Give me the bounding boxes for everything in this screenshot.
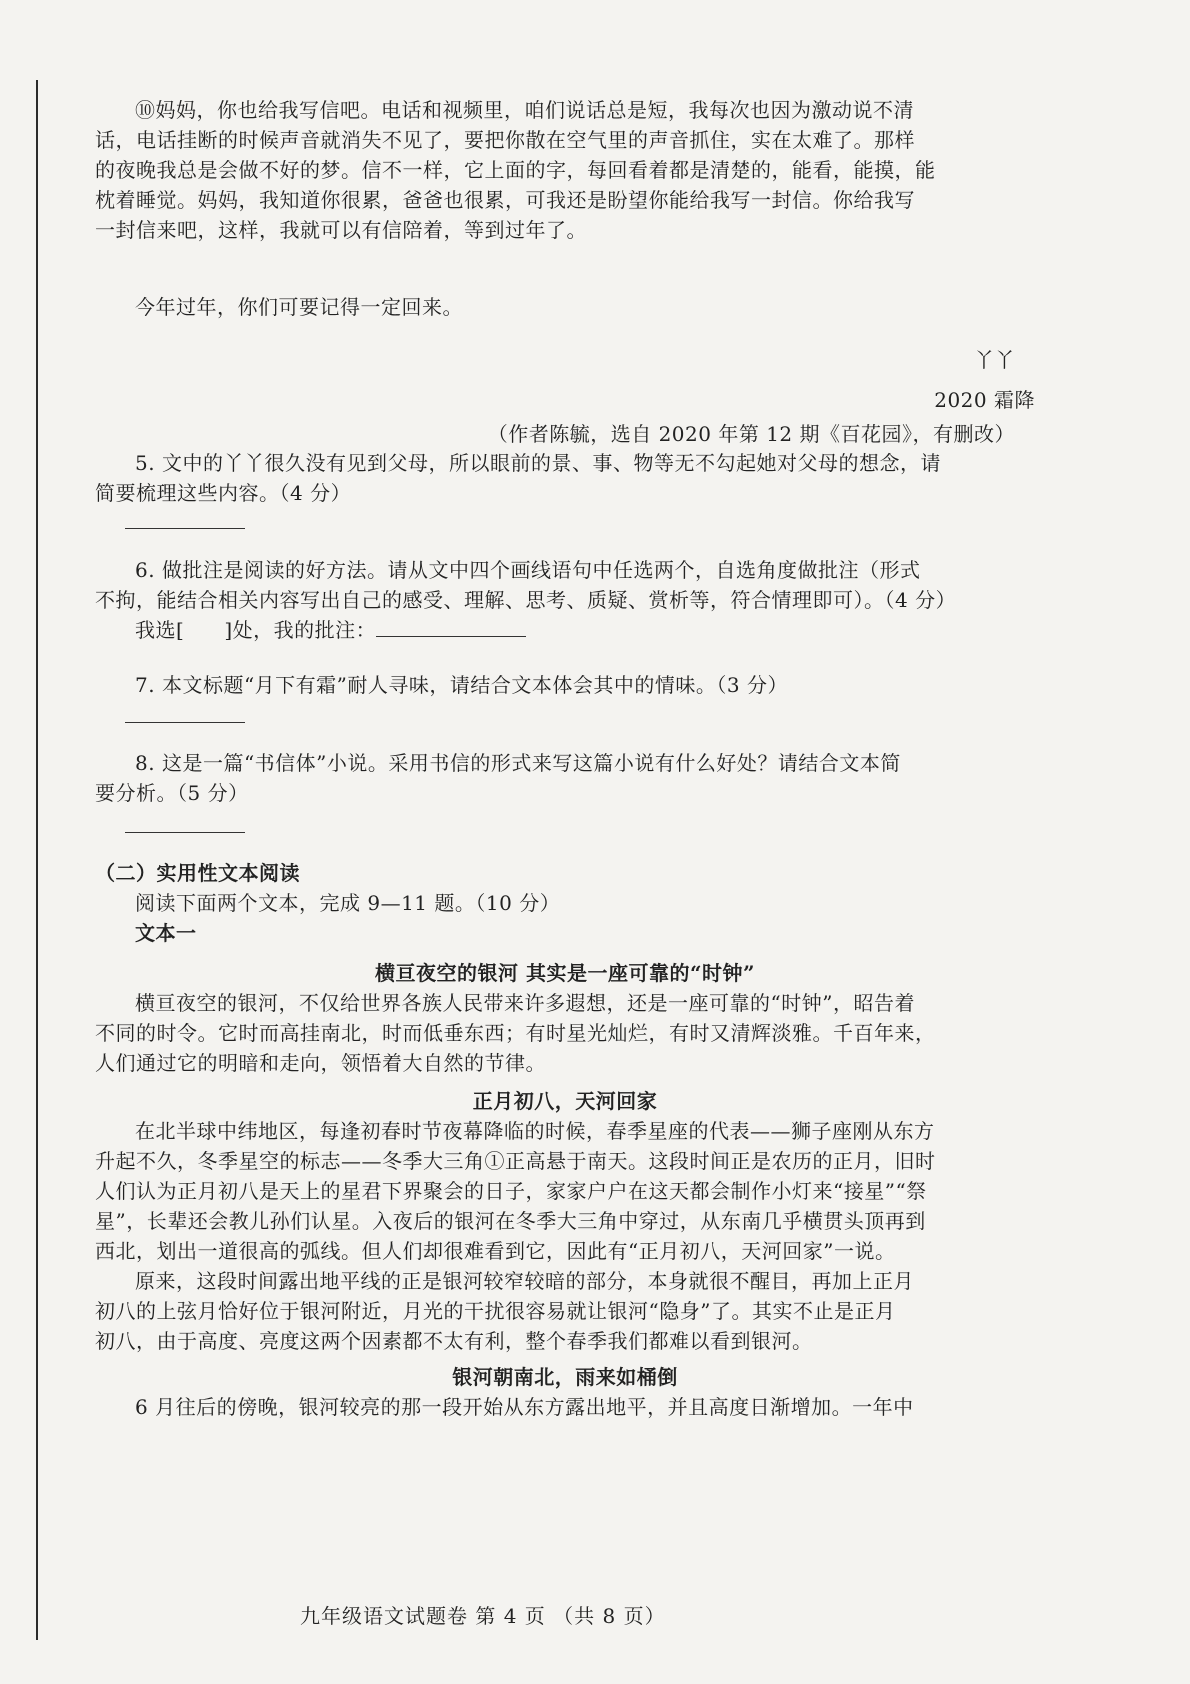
page-footer: 九年级语文试题卷 第 4 页 （共 8 页） xyxy=(300,1604,666,1628)
text-line: 升起不久，冬季星空的标志——冬季大三角①正高悬于南天。这段时间正是农历的正月，旧时 xyxy=(95,1149,936,1173)
choice-suffix: ]处，我的批注： xyxy=(224,618,377,642)
text-line: 人们通过它的明暗和走向，领悟着大自然的节律。 xyxy=(95,1051,546,1075)
section-title: （二）实用性文本阅读 xyxy=(95,861,300,885)
text-line: 人们认为正月初八是天上的星君下界聚会的日子，家家户户在这天都会制作小灯来“接星”“祭 xyxy=(95,1179,927,1203)
page-edge-line xyxy=(36,80,38,1640)
subheading-1: 正月初八，天河回家 xyxy=(472,1089,658,1113)
text-line: ⑩妈妈，你也给我写信吧。电话和视频里，咱们说话总是短，我每次也因为激动说不清 xyxy=(135,98,914,122)
section-2-header xyxy=(95,858,1035,948)
text-line: 星”，长辈还会教儿孙们认星。入夜后的银河在冬季大三角中穿过，从东南几乎横贯头顶再到 xyxy=(95,1209,926,1233)
text-line: 横亘夜空的银河，不仅给世界各族人民带来许多遐想，还是一座可靠的“时钟”，昭告着 xyxy=(135,991,915,1015)
text-line: 原来，这段时间露出地平线的正是银河较窄较暗的部分，本身就很不醒目，再加上正月 xyxy=(135,1269,914,1293)
question-5 xyxy=(95,448,1035,529)
question-text: 7. 本文标题“月下有霜”耐人寻味，请结合文本体会其中的情味。（3 分） xyxy=(135,673,788,697)
subheading-2: 银河朝南北，雨来如桶倒 xyxy=(452,1365,678,1389)
letter-closing xyxy=(95,292,1035,322)
answer-line[interactable] xyxy=(125,722,245,723)
question-text: 简要梳理这些内容。（4 分） xyxy=(95,481,352,505)
question-text: 5. 文中的丫丫很久没有见到父母，所以眼前的景、事、物等无不勾起她对父母的想念，请 xyxy=(135,451,941,475)
text-line: 在北半球中纬地区，每逢初春时节夜幕降临的时候，春季星座的代表——狮子座刚从东方 xyxy=(135,1119,935,1143)
question-7 xyxy=(95,670,1035,723)
annotation-blank[interactable] xyxy=(376,635,526,637)
text-line: 话，电话挂断的时候声音就消失不见了，要把你散在空气里的声音抓住，实在太难了。那样 xyxy=(95,128,915,152)
source-note: （作者陈毓，选自 2020 年第 12 期《百花园》，有删改） xyxy=(487,422,1015,446)
question-text: 8. 这是一篇“书信体”小说。采用书信的形式来写这篇小说有什么好处？请结合文本简 xyxy=(135,751,901,775)
question-8 xyxy=(95,748,1035,833)
text-line: 一封信来吧，这样，我就可以有信陪着，等到过年了。 xyxy=(95,218,587,242)
signature-name: 丫丫 xyxy=(974,348,1015,372)
answer-line[interactable] xyxy=(125,832,245,833)
choice-prefix: 我选[ xyxy=(135,618,185,642)
answer-line[interactable] xyxy=(125,528,245,529)
closing-line: 今年过年，你们可要记得一定回来。 xyxy=(135,295,463,319)
text-line: 初八，由于高度、亮度这两个因素都不太有利，整个春季我们都难以看到银河。 xyxy=(95,1329,813,1353)
section-instruction: 阅读下面两个文本，完成 9—11 题。（10 分） xyxy=(135,891,561,915)
text-line: 6 月往后的傍晚，银河较亮的那一段开始从东方露出地平，并且高度日渐增加。一年中 xyxy=(135,1395,914,1419)
text-line: 枕着睡觉。妈妈，我知道你很累，爸爸也很累，可我还是盼望你能给我写一封信。你给我写 xyxy=(95,188,915,212)
text-line: 不同的时令。它时而高挂南北，时而低垂东西；有时星光灿烂，有时又清辉淡雅。千百年来， xyxy=(95,1021,936,1045)
text-line: 西北，划出一道很高的弧线。但人们却很难看到它，因此有“正月初八，天河回家”一说。 xyxy=(95,1239,896,1263)
question-6 xyxy=(95,555,1035,645)
letter-paragraph-10 xyxy=(95,95,1035,245)
text-line: 的夜晚我总是会做不好的梦。信不一样，它上面的字，每回看着都是清楚的，能看，能摸，能 xyxy=(95,158,936,182)
question-text: 要分析。（5 分） xyxy=(95,781,249,805)
question-text: 不拘，能结合相关内容写出自己的感受、理解、思考、质疑、赏析等，符合情理即可）。（4 分） xyxy=(95,588,957,612)
text1-label: 文本一 xyxy=(135,921,197,945)
article xyxy=(95,958,1035,1422)
signature-date: 2020 霜降 xyxy=(934,388,1035,412)
question-text: 6. 做批注是阅读的好方法。请从文中四个画线语句中任选两个，自选角度做批注（形式 xyxy=(135,558,921,582)
text-line: 初八的上弦月恰好位于银河附近，月光的干扰很容易就让银河“隐身”了。其实不止是正月 xyxy=(95,1299,896,1323)
article-title: 横亘夜空的银河 其实是一座可靠的“时钟” xyxy=(375,961,755,985)
letter-signature xyxy=(95,345,1035,449)
choice-line xyxy=(95,615,1035,645)
